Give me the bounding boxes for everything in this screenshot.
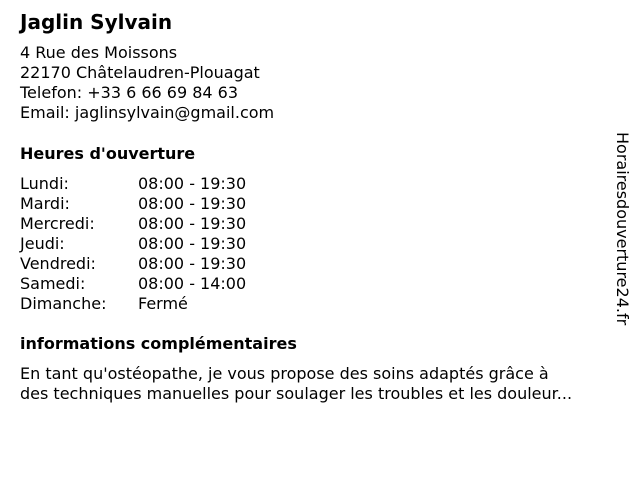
business-description xyxy=(20,364,620,404)
address-street: 4 Rue des Moissons xyxy=(20,43,178,62)
opening-hours-heading: Heures d'ouverture xyxy=(20,144,196,163)
business-name: Jaglin Sylvain xyxy=(20,10,173,34)
site-watermark: Horairesdouverture24.fr xyxy=(613,132,632,326)
day-label: Mardi: xyxy=(20,194,70,213)
contact-block xyxy=(20,43,274,123)
hours-value: Fermé xyxy=(138,294,188,313)
hours-value: 08:00 - 19:30 xyxy=(138,254,247,273)
day-label: Lundi: xyxy=(20,174,69,193)
hours-value: 08:00 - 19:30 xyxy=(138,194,247,213)
hours-value: 08:00 - 14:00 xyxy=(138,274,247,293)
day-label: Vendredi: xyxy=(20,254,96,273)
day-label: Dimanche: xyxy=(20,294,107,313)
phone-number: Telefon: +33 6 66 69 84 63 xyxy=(20,83,239,102)
email-address: Email: jaglinsylvain@gmail.com xyxy=(20,103,275,122)
additional-info-heading: informations complémentaires xyxy=(20,334,297,353)
day-label: Mercredi: xyxy=(20,214,95,233)
day-label: Jeudi: xyxy=(20,234,65,253)
description-line: des techniques manuelles pour soulager les troubles et les douleur... xyxy=(20,384,573,403)
hours-value: 08:00 - 19:30 xyxy=(138,234,247,253)
hours-value: 08:00 - 19:30 xyxy=(138,214,247,233)
address-city: 22170 Châtelaudren-Plouagat xyxy=(20,63,260,82)
description-line: En tant qu'ostéopathe, je vous propose des soins adaptés grâce à xyxy=(20,364,549,383)
day-label: Samedi: xyxy=(20,274,86,293)
hours-value: 08:00 - 19:30 xyxy=(138,174,247,193)
